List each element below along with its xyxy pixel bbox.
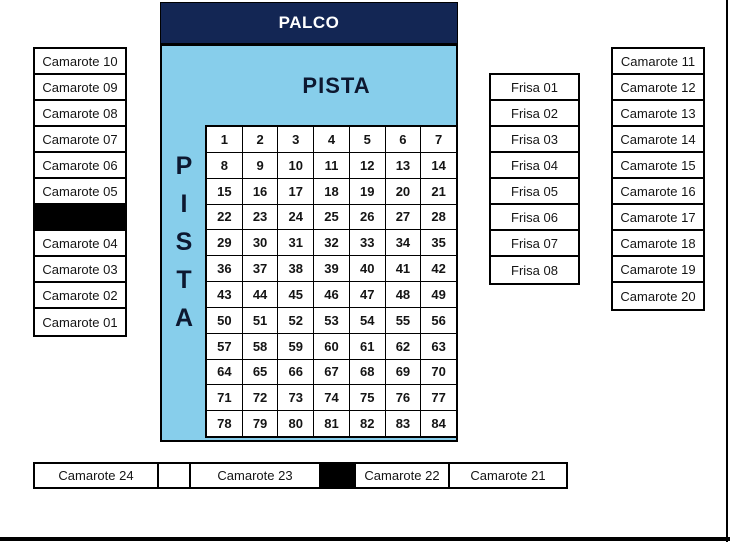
camarote-box[interactable]: Camarote 21 [448, 462, 568, 489]
seat-cell-77[interactable]: 77 [421, 385, 456, 410]
seat-cell-52[interactable]: 52 [278, 308, 313, 333]
seat-cell-8[interactable]: 8 [207, 153, 242, 178]
camarote-box[interactable]: Camarote 06 [35, 153, 125, 179]
seat-cell-30[interactable]: 30 [243, 230, 278, 255]
seat-cell-51[interactable]: 51 [243, 308, 278, 333]
seat-cell-84[interactable]: 84 [421, 411, 456, 436]
seat-cell-17[interactable]: 17 [278, 179, 313, 204]
empty-cell [157, 462, 191, 489]
seat-cell-53[interactable]: 53 [314, 308, 349, 333]
seat-cell-57[interactable]: 57 [207, 334, 242, 359]
seat-cell-18[interactable]: 18 [314, 179, 349, 204]
frisa-column [489, 73, 580, 285]
seat-cell-69[interactable]: 69 [386, 360, 421, 385]
seat-cell-43[interactable]: 43 [207, 282, 242, 307]
seat-cell-24[interactable]: 24 [278, 205, 313, 230]
seat-cell-50[interactable]: 50 [207, 308, 242, 333]
seat-cell-72[interactable]: 72 [243, 385, 278, 410]
seat-cell-61[interactable]: 61 [350, 334, 385, 359]
camarote-box[interactable]: Camarote 01 [35, 309, 125, 335]
pista-vertical-letter: A [174, 304, 194, 332]
page-border-bottom [0, 537, 730, 541]
seat-cell-42[interactable]: 42 [421, 256, 456, 281]
seat-cell-40[interactable]: 40 [350, 256, 385, 281]
seat-cell-10[interactable]: 10 [278, 153, 313, 178]
seat-cell-83[interactable]: 83 [386, 411, 421, 436]
seat-cell-15[interactable]: 15 [207, 179, 242, 204]
seat-cell-27[interactable]: 27 [386, 205, 421, 230]
seat-cell-47[interactable]: 47 [350, 282, 385, 307]
seat-cell-44[interactable]: 44 [243, 282, 278, 307]
camarote-box[interactable]: Camarote 11 [613, 49, 703, 75]
camarote-box[interactable]: Camarote 12 [613, 75, 703, 101]
seat-cell-71[interactable]: 71 [207, 385, 242, 410]
camarote-box[interactable]: Camarote 05 [35, 179, 125, 205]
seat-cell-35[interactable]: 35 [421, 230, 456, 255]
seat-cell-65[interactable]: 65 [243, 360, 278, 385]
seat-cell-49[interactable]: 49 [421, 282, 456, 307]
seat-cell-63[interactable]: 63 [421, 334, 456, 359]
camarote-box[interactable]: Camarote 17 [613, 205, 703, 231]
frisa-box[interactable]: Frisa 04 [491, 153, 578, 179]
seat-cell-37[interactable]: 37 [243, 256, 278, 281]
seat-cell-82[interactable]: 82 [350, 411, 385, 436]
seat-cell-59[interactable]: 59 [278, 334, 313, 359]
seat-cell-81[interactable]: 81 [314, 411, 349, 436]
camarote-column-left [33, 47, 127, 337]
seat-cell-45[interactable]: 45 [278, 282, 313, 307]
seat-cell-13[interactable]: 13 [386, 153, 421, 178]
frisa-box[interactable]: Frisa 07 [491, 231, 578, 257]
seat-cell-14[interactable]: 14 [421, 153, 456, 178]
seat-cell-79[interactable]: 79 [243, 411, 278, 436]
seat-cell-2[interactable]: 2 [243, 127, 278, 152]
seat-cell-41[interactable]: 41 [386, 256, 421, 281]
seat-cell-4[interactable]: 4 [314, 127, 349, 152]
frisa-box[interactable]: Frisa 03 [491, 127, 578, 153]
seat-cell-55[interactable]: 55 [386, 308, 421, 333]
seat-cell-23[interactable]: 23 [243, 205, 278, 230]
seat-cell-22[interactable]: 22 [207, 205, 242, 230]
seat-cell-16[interactable]: 16 [243, 179, 278, 204]
stage-palco [160, 2, 458, 44]
seat-cell-78[interactable]: 78 [207, 411, 242, 436]
seat-cell-46[interactable]: 46 [314, 282, 349, 307]
page-border-right [726, 0, 728, 542]
seat-cell-9[interactable]: 9 [243, 153, 278, 178]
seat-cell-1[interactable]: 1 [207, 127, 242, 152]
frisa-box[interactable]: Frisa 05 [491, 179, 578, 205]
camarote-box[interactable]: Camarote 10 [35, 49, 125, 75]
camarote-box[interactable]: Camarote 22 [354, 462, 450, 489]
seat-cell-48[interactable]: 48 [386, 282, 421, 307]
camarote-box[interactable]: Camarote 14 [613, 127, 703, 153]
seat-cell-3[interactable]: 3 [278, 127, 313, 152]
seat-cell-19[interactable]: 19 [350, 179, 385, 204]
seat-cell-34[interactable]: 34 [386, 230, 421, 255]
seat-cell-73[interactable]: 73 [278, 385, 313, 410]
seat-cell-21[interactable]: 21 [421, 179, 456, 204]
seat-cell-20[interactable]: 20 [386, 179, 421, 204]
stage-label: PALCO [278, 13, 340, 32]
seat-cell-25[interactable]: 25 [314, 205, 349, 230]
seat-cell-75[interactable]: 75 [350, 385, 385, 410]
seat-cell-58[interactable]: 58 [243, 334, 278, 359]
camarote-box[interactable]: Camarote 07 [35, 127, 125, 153]
camarote-box[interactable]: Camarote 20 [613, 283, 703, 309]
seat-grid [205, 125, 458, 438]
camarote-box[interactable]: Camarote 04 [35, 231, 125, 257]
frisa-box[interactable]: Frisa 08 [491, 257, 578, 283]
seat-cell-33[interactable]: 33 [350, 230, 385, 255]
pista-vertical-letter: T [176, 266, 192, 294]
camarote-box[interactable]: Camarote 02 [35, 283, 125, 309]
seat-cell-60[interactable]: 60 [314, 334, 349, 359]
camarote-box[interactable]: Camarote 08 [35, 101, 125, 127]
seat-cell-29[interactable]: 29 [207, 230, 242, 255]
blocked-cell [319, 462, 356, 489]
frisa-box[interactable]: Frisa 02 [491, 101, 578, 127]
camarote-column-right [611, 47, 705, 311]
seat-cell-56[interactable]: 56 [421, 308, 456, 333]
pista-vertical-letter: S [175, 228, 193, 256]
pista-vertical-letter: P [175, 152, 193, 180]
camarote-row-bottom [33, 462, 568, 489]
seat-cell-64[interactable]: 64 [207, 360, 242, 385]
seat-cell-7[interactable]: 7 [421, 127, 456, 152]
camarote-box[interactable]: Camarote 24 [33, 462, 159, 489]
seat-cell-62[interactable]: 62 [386, 334, 421, 359]
camarote-box[interactable]: Camarote 03 [35, 257, 125, 283]
seat-cell-66[interactable]: 66 [278, 360, 313, 385]
seat-cell-39[interactable]: 39 [314, 256, 349, 281]
seat-cell-70[interactable]: 70 [421, 360, 456, 385]
seat-cell-28[interactable]: 28 [421, 205, 456, 230]
seat-cell-38[interactable]: 38 [278, 256, 313, 281]
camarote-box[interactable]: Camarote 19 [613, 257, 703, 283]
frisa-box[interactable]: Frisa 06 [491, 205, 578, 231]
frisa-box[interactable]: Frisa 01 [491, 75, 578, 101]
camarote-box[interactable]: Camarote 09 [35, 75, 125, 101]
seat-cell-31[interactable]: 31 [278, 230, 313, 255]
seat-cell-68[interactable]: 68 [350, 360, 385, 385]
seat-cell-54[interactable]: 54 [350, 308, 385, 333]
seat-cell-74[interactable]: 74 [314, 385, 349, 410]
camarote-box[interactable]: Camarote 18 [613, 231, 703, 257]
seat-cell-12[interactable]: 12 [350, 153, 385, 178]
camarote-box[interactable]: Camarote 13 [613, 101, 703, 127]
seat-cell-32[interactable]: 32 [314, 230, 349, 255]
seat-cell-36[interactable]: 36 [207, 256, 242, 281]
pista-vertical-letter: I [180, 190, 188, 218]
seat-cell-26[interactable]: 26 [350, 205, 385, 230]
seat-cell-11[interactable]: 11 [314, 153, 349, 178]
seat-cell-80[interactable]: 80 [278, 411, 313, 436]
pista-area [160, 44, 458, 442]
seat-cell-76[interactable]: 76 [386, 385, 421, 410]
seat-cell-67[interactable]: 67 [314, 360, 349, 385]
camarote-box[interactable]: Camarote 15 [613, 153, 703, 179]
blocked-cell [35, 205, 125, 231]
seat-cell-5[interactable]: 5 [350, 127, 385, 152]
camarote-box[interactable]: Camarote 23 [189, 462, 321, 489]
camarote-box[interactable]: Camarote 16 [613, 179, 703, 205]
seat-cell-6[interactable]: 6 [386, 127, 421, 152]
pista-title: PISTA [302, 73, 371, 98]
